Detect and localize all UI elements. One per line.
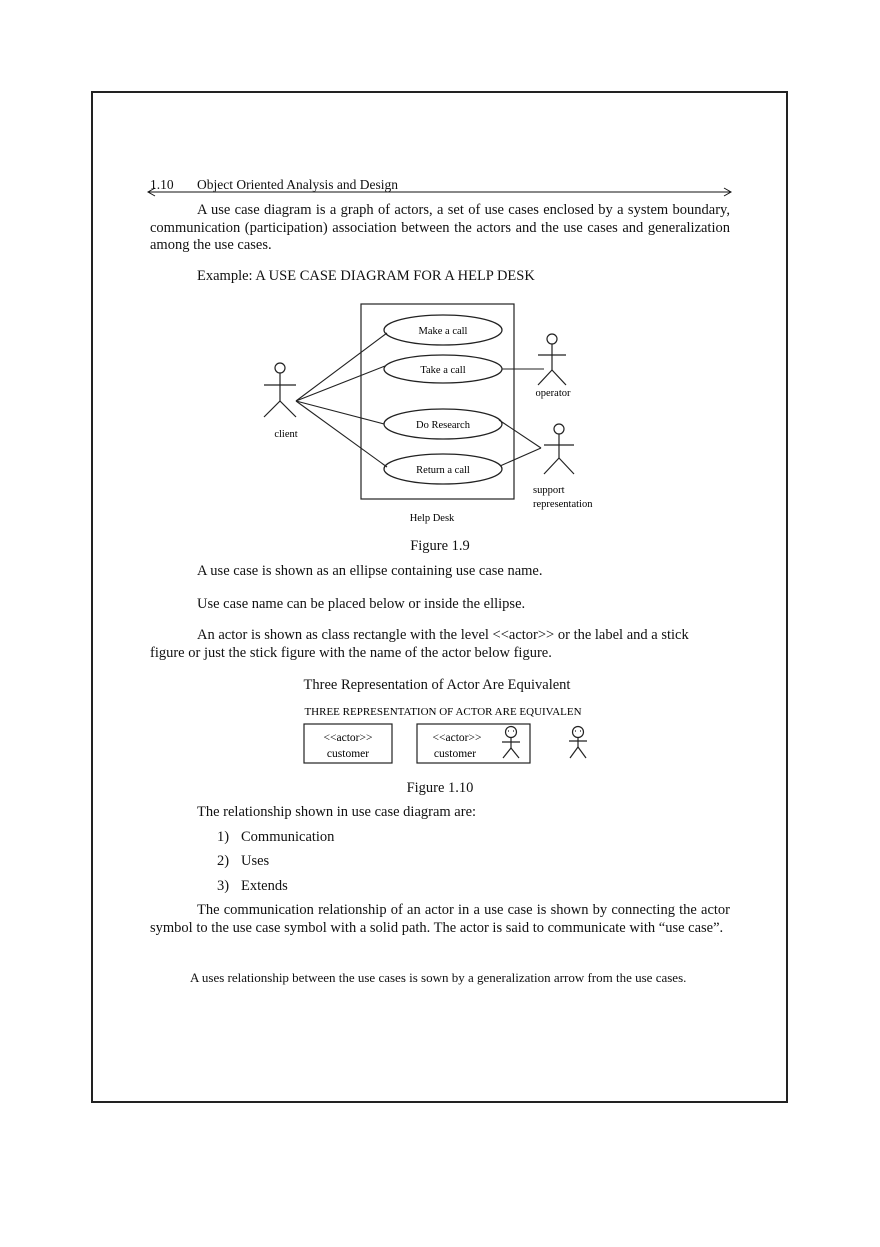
use-case-label: Do Research [416, 420, 470, 431]
list-label: Uses [241, 853, 270, 869]
communication-paragraph: The communication relationship of an actor in a use case is shown by connecting the actor symbol to the use case symbol with a solid path. The actor is said to communicate with “use case”. [150, 902, 730, 936]
book-title: Object Oriented Analysis and Design [197, 177, 398, 192]
relationship-intro: The relationship shown in use case diagram are: [197, 804, 477, 820]
support-actor-label: representation [533, 499, 593, 510]
stick-figure-icon [502, 727, 520, 759]
figure-caption: Figure 1.9 [410, 538, 470, 554]
client-associations [296, 333, 387, 467]
support-actor-label: support [533, 485, 565, 496]
intro-paragraph: A use case diagram is a graph of actors, a set of use cases enclosed by a system boundary, communication (participation) association between the actors and the use cases and generalization among the use cases. [150, 202, 730, 253]
list-item [217, 829, 334, 847]
use-case-label: Take a call [420, 365, 466, 376]
figure-title: THREE REPRESENTATION OF ACTOR ARE EQUIVALEN [304, 706, 582, 718]
list-number: 3) [217, 878, 230, 894]
actor-paragraph: An actor is shown as class rectangle with the level <<actor>> or the label and a stick figure or just the stick figure with the name of the actor below figure. [150, 627, 689, 661]
actor-name: customer [326, 748, 370, 760]
list-item [217, 853, 269, 871]
client-actor-figure [264, 363, 296, 417]
list-label: Communication [241, 829, 335, 845]
figure-caption: Figure 1.10 [406, 780, 474, 796]
name-placement-paragraph: Use case name can be placed below or inside the ellipse. [197, 596, 526, 612]
three-representation-heading: Three Representation of Actor Are Equivalent [303, 677, 571, 693]
system-boundary-label: Help Desk [409, 513, 455, 524]
support-actor-figure [544, 424, 574, 474]
operator-actor-figure [538, 334, 566, 385]
list-label: Extends [241, 878, 288, 894]
use-case-label: Make a call [418, 326, 468, 337]
actor-representations-figure [286, 702, 600, 770]
actor-stereotype: <<actor>> [323, 732, 373, 744]
help-desk-use-case-diagram [250, 298, 620, 530]
list-item [217, 878, 288, 896]
header-rule-arrow [145, 186, 737, 198]
example-heading: Example: A USE CASE DIAGRAM FOR A HELP DESK [197, 268, 535, 284]
operator-actor-label: operator [535, 388, 571, 399]
list-number: 1) [217, 829, 230, 845]
use-case-label: Return a call [416, 465, 470, 476]
support-associations [499, 420, 541, 466]
uses-paragraph: A uses relationship between the use cases is sown by a generalization arrow from the use cases. [190, 970, 687, 985]
actor-stereotype: <<actor>> [432, 732, 482, 744]
client-actor-label: client [274, 429, 298, 440]
list-number: 2) [217, 853, 230, 869]
stick-figure-icon [569, 727, 587, 759]
ellipse-paragraph: A use case is shown as an ellipse containing use case name. [197, 563, 543, 579]
page-number: 1.10 [150, 177, 174, 192]
actor-name: customer [433, 748, 477, 760]
